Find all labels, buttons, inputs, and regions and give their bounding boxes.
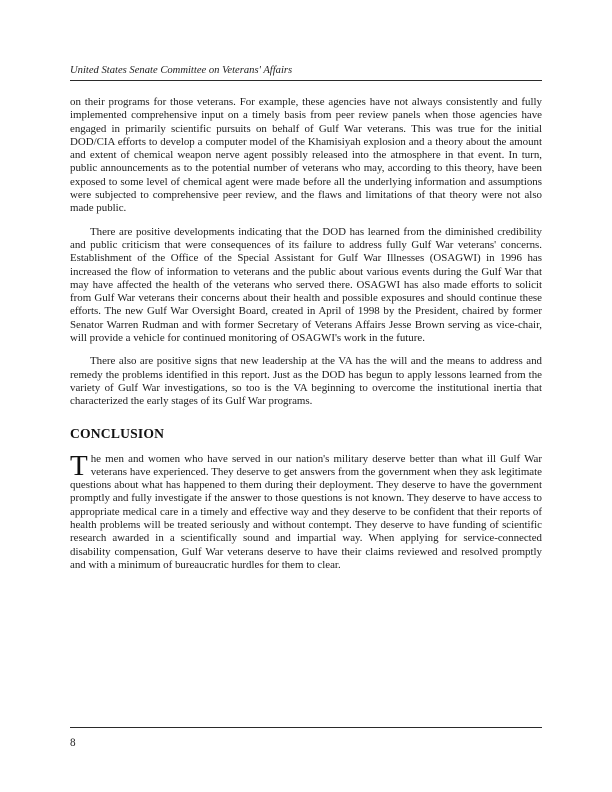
conclusion-text: he men and women who have served in our nation's military deserve better than what ill Gulf War veterans have experienced. They deserve to get answers from the government when they ask legitimate questions about what has happened to them during their deployment. They deserve to have the government promptly and fully investigate if the answer to those questions is not known. They deserve to have access to appropriate medical care in a timely and effective way and they deserve to be confident that their reports of health problems will be treated seriously and without contempt. They deserve to have funding of scientific research awarded in a scientifically sound and impartial way. When applying for service-connected disability compensation, Gulf War veterans deserve to have their claims reviewed and resolved promptly and with a minimum of bureaucratic hurdles for them to clear.: [70, 452, 542, 571]
page-number: 8: [70, 737, 76, 749]
conclusion-paragraph: [70, 449, 542, 573]
document-body: [70, 96, 542, 572]
running-header: [70, 64, 542, 81]
page-footer: [70, 727, 542, 749]
running-header-title: United States Senate Committee on Veterans' Affairs: [70, 65, 293, 76]
conclusion-heading: CONCLUSION: [70, 425, 165, 441]
dropcap-letter: T: [70, 449, 88, 482]
body-paragraph: on their programs for those veterans. For example, these agencies have not always consistently and fully implemented comprehensive input on a timely basis from peer review panels when those agencies have engaged in primarily scientific pursuits on behalf of Gulf War veterans. This was true for the initial DOD/CIA efforts to develop a computer model of the Khamisiyah explosion and a theory about the amount and extent of chemical weapon nerve agent possibly released into the atmosphere in that event. In turn, public announcements as to the potential number of veterans who may, according to this theory, have been exposed to some level of chemical agent were made before all the underlying information and assumptions were subjected to comprehensive peer review, and the flaws and limitations of that theory were not also made public.: [70, 96, 542, 215]
body-paragraph: There also are positive signs that new leadership at the VA has the will and the means to address and remedy the problems identified in this report. Just as the DOD has begun to apply lessons learned from the variety of Gulf War investigations, so too is the VA beginning to overcome the institutional inertia that characterized the early stages of its Gulf War programs.: [70, 355, 542, 408]
body-paragraph: There are positive developments indicating that the DOD has learned from the diminished credibility and public criticism that were consequences of its failure to address fully Gulf War veterans' concerns. Establishment of the Office of the Special Assistant for Gulf War Illnesses (OSAGWI) in 1996 has increased the flow of information to veterans and the public about various events during the Gulf War that may have affected the health of the veterans who served there. OSAGWI has also made efforts to solicit from Gulf War veterans their concerns about their health and possible exposures and should continue these efforts. The new Gulf War Oversight Board, created in April of 1998 by the President, chaired by former Senator Warren Rudman and with former Secretary of Veterans Affairs Jesse Brown serving as vice-chair, will provide a vehicle for continued monitoring of OSAGWI's work in the future.: [70, 225, 542, 345]
